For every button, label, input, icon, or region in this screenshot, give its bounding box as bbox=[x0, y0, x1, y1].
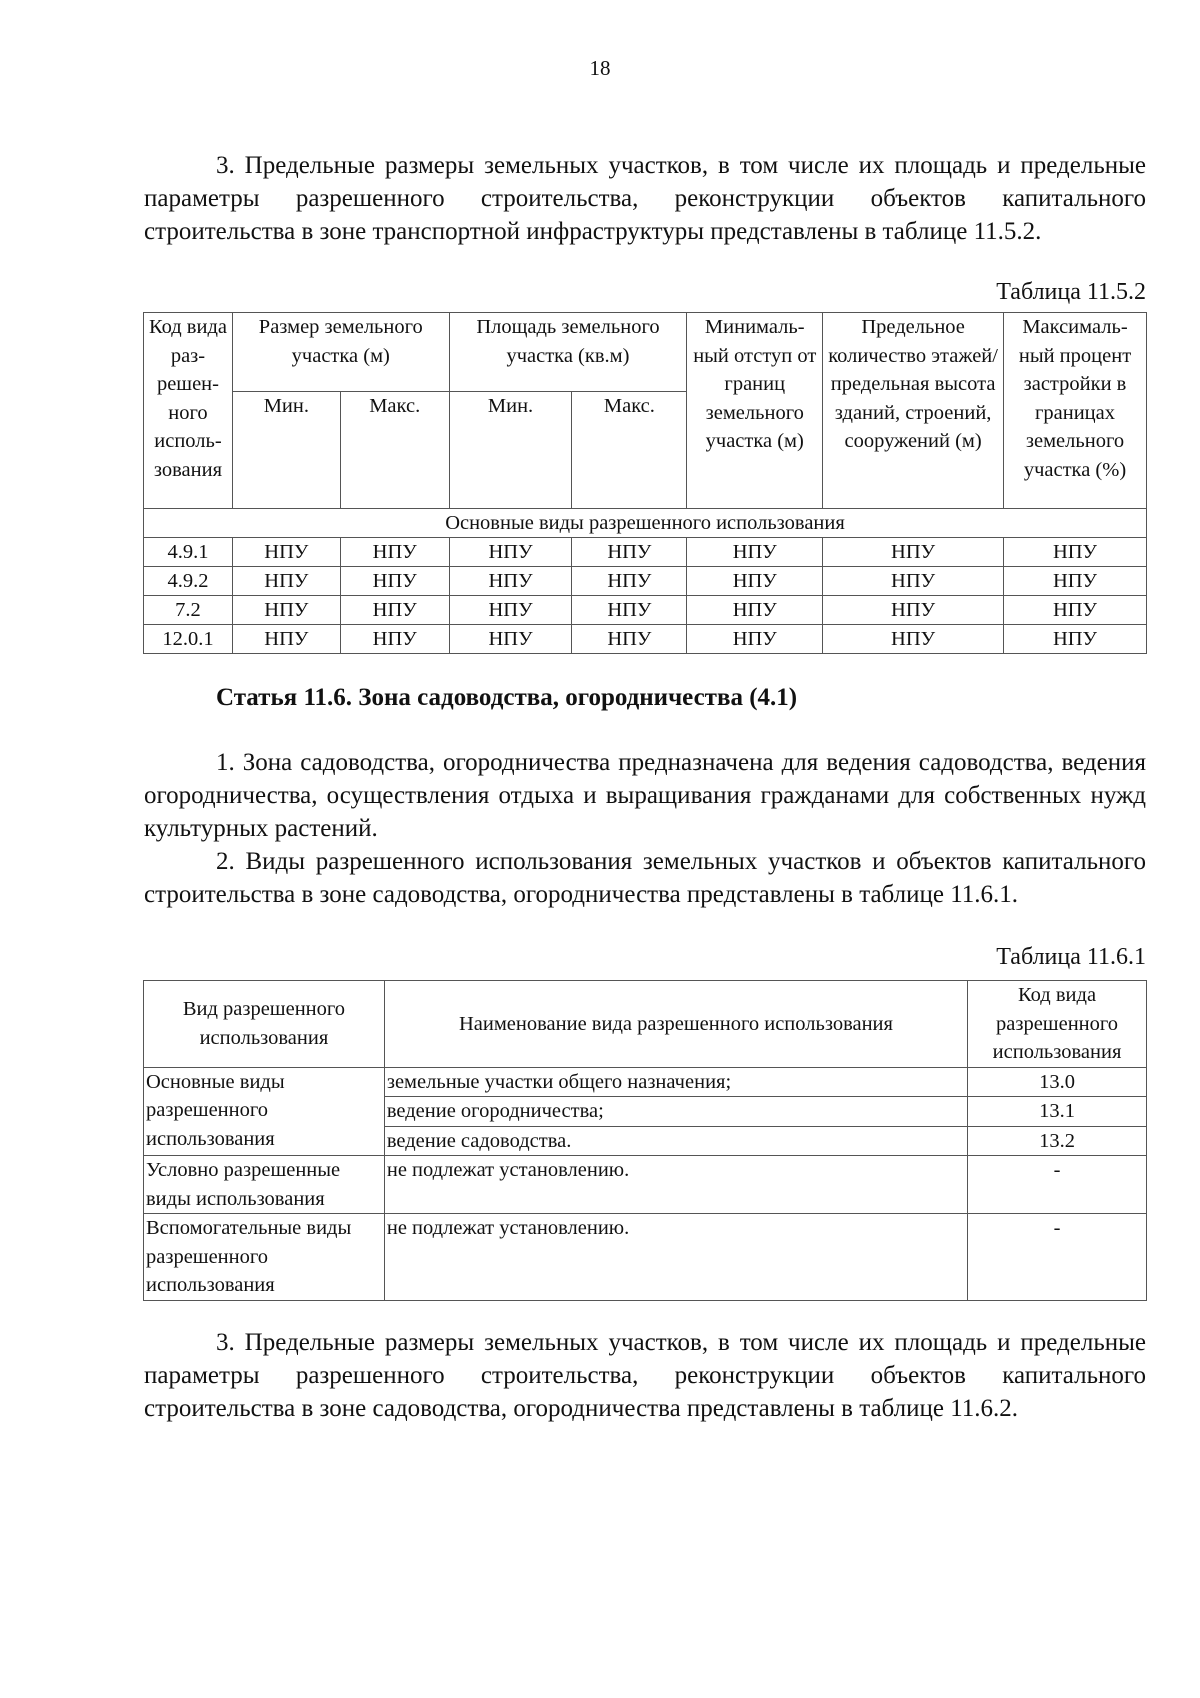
conditional-uses-label: Условно разрешенные виды использования bbox=[144, 1156, 385, 1214]
table-row bbox=[144, 538, 1147, 567]
use-name: не подлежат установлению. bbox=[384, 1214, 967, 1301]
header-area: Площадь земельного участка (кв.м) bbox=[449, 313, 687, 392]
header-kind: Вид разрешенного использования bbox=[144, 981, 385, 1068]
cell: НПУ bbox=[1004, 625, 1147, 654]
cell-code: 4.9.2 bbox=[144, 567, 233, 596]
table-row bbox=[144, 625, 1147, 654]
header-name: Наименование вида разрешенного использования bbox=[384, 981, 967, 1068]
section-row: Основные виды разрешенного использования bbox=[144, 509, 1147, 538]
cell: НПУ bbox=[572, 596, 687, 625]
use-code: - bbox=[968, 1214, 1147, 1301]
cell: НПУ bbox=[340, 538, 449, 567]
use-name: ведение садоводства. bbox=[384, 1126, 967, 1156]
use-code: - bbox=[968, 1156, 1147, 1214]
cell: НПУ bbox=[232, 596, 340, 625]
cell: НПУ bbox=[232, 538, 340, 567]
cell: НПУ bbox=[572, 567, 687, 596]
table-caption-11-5-2: Таблица 11.5.2 bbox=[996, 279, 1146, 305]
cell: НПУ bbox=[823, 538, 1004, 567]
cell: НПУ bbox=[449, 567, 572, 596]
auxiliary-uses-label: Вспомогательные виды разрешенного использования bbox=[144, 1214, 385, 1301]
cell: НПУ bbox=[232, 567, 340, 596]
table-caption-11-6-1: Таблица 11.6.1 bbox=[996, 944, 1146, 970]
cell: НПУ bbox=[687, 567, 823, 596]
header-size-min: Мин. bbox=[232, 392, 340, 509]
cell: НПУ bbox=[340, 596, 449, 625]
header-size: Размер земельного участка (м) bbox=[232, 313, 449, 392]
use-name: ведение огородничества; bbox=[384, 1097, 967, 1127]
article-heading: Статья 11.6. Зона садоводства, огородничества (4.1) bbox=[216, 684, 798, 711]
page-number: 18 bbox=[589, 56, 611, 80]
paragraph-zone-purpose: 1. Зона садоводства, огородничества предназначена для ведения садоводства, ведения огородничества, осуществления отдыха и выращивания гражданами для собственных нужд культурных растений. bbox=[144, 749, 1146, 842]
use-name: не подлежат установлению. bbox=[384, 1156, 967, 1214]
table-row bbox=[144, 1156, 1147, 1214]
table-row bbox=[144, 1067, 1147, 1097]
header-coverage: Максималь- ный процент застройки в границах земельного участка (%) bbox=[1004, 313, 1147, 509]
paragraph-limits-transport: 3. Предельные размеры земельных участков, в том числе их площадь и предельные параметры разрешенного строительства, реконструкции объектов капитального строительства в зоне транспортной инфраструктуры представлены в таблице 11.5.2. bbox=[144, 152, 1146, 245]
cell: НПУ bbox=[1004, 596, 1147, 625]
header-code: Код вида разрешенного использования bbox=[968, 981, 1147, 1068]
header-code: Код вида раз- решен- ного исполь- зования bbox=[144, 313, 233, 509]
table-11-5-2 bbox=[143, 312, 1147, 654]
cell: НПУ bbox=[449, 625, 572, 654]
use-code: 13.0 bbox=[968, 1067, 1147, 1097]
header-setback: Минималь- ный отступ от границ земельного участка (м) bbox=[687, 313, 823, 509]
cell: НПУ bbox=[572, 538, 687, 567]
cell: НПУ bbox=[1004, 567, 1147, 596]
header-floors: Предельное количество этажей/ предельная высота зданий, строений, сооружений (м) bbox=[823, 313, 1004, 509]
cell: НПУ bbox=[823, 596, 1004, 625]
use-code: 13.2 bbox=[968, 1126, 1147, 1156]
cell: НПУ bbox=[687, 538, 823, 567]
cell: НПУ bbox=[340, 625, 449, 654]
cell-code: 12.0.1 bbox=[144, 625, 233, 654]
cell: НПУ bbox=[687, 625, 823, 654]
cell: НПУ bbox=[449, 538, 572, 567]
table-row bbox=[144, 596, 1147, 625]
paragraph-permitted-uses: 2. Виды разрешенного использования земельных участков и объектов капитального строительства в зоне садоводства, огородничества представлены в таблице 11.6.1. bbox=[144, 848, 1146, 908]
table-row bbox=[144, 1214, 1147, 1301]
header-size-max: Макс. bbox=[340, 392, 449, 509]
cell: НПУ bbox=[232, 625, 340, 654]
table-11-6-1 bbox=[143, 980, 1147, 1301]
cell: НПУ bbox=[687, 596, 823, 625]
cell: НПУ bbox=[1004, 538, 1147, 567]
cell: НПУ bbox=[823, 625, 1004, 654]
header-area-max: Макс. bbox=[572, 392, 687, 509]
cell-code: 7.2 bbox=[144, 596, 233, 625]
cell: НПУ bbox=[823, 567, 1004, 596]
header-area-min: Мин. bbox=[449, 392, 572, 509]
main-uses-label: Основные виды разрешенного использования bbox=[144, 1067, 385, 1156]
table-row bbox=[144, 567, 1147, 596]
cell-code: 4.9.1 bbox=[144, 538, 233, 567]
cell: НПУ bbox=[572, 625, 687, 654]
cell: НПУ bbox=[340, 567, 449, 596]
paragraph-limits-gardening: 3. Предельные размеры земельных участков, в том числе их площадь и предельные параметры разрешенного строительства, реконструкции объектов капитального строительства в зоне садоводства, огородничества представлены в таблице 11.6.2. bbox=[144, 1329, 1146, 1422]
use-name: земельные участки общего назначения; bbox=[384, 1067, 967, 1097]
use-code: 13.1 bbox=[968, 1097, 1147, 1127]
cell: НПУ bbox=[449, 596, 572, 625]
